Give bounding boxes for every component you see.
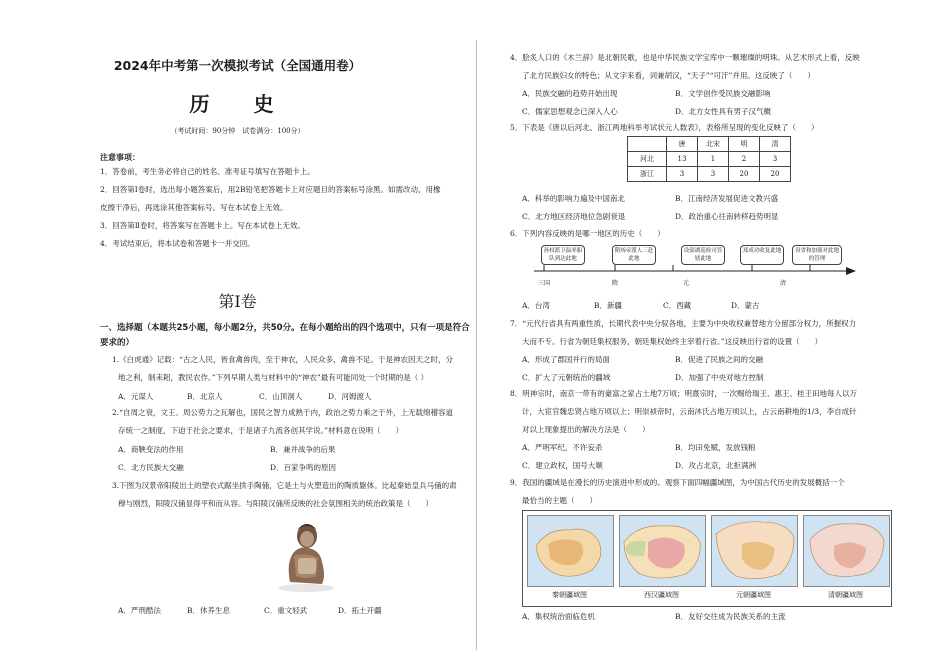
table-cell: 20	[760, 167, 791, 182]
timeline-label: 三国	[538, 280, 551, 287]
question-5-option-d[interactable]: D．政治重心往南转移趋势明显	[675, 212, 779, 221]
question-2-option-c[interactable]: C．北方民族大交融	[118, 463, 184, 472]
question-3-line: 3.下图为汉景帝阳陵出土的塑衣式踞坐拱手陶俑，它是土与火塑造出的陶质躯体。比起秦始皇兵马俑的肃	[112, 481, 457, 490]
qing-territory-map	[803, 515, 890, 587]
exam-title: 2024年中考第一次模拟考试（全国通用卷）	[113, 58, 362, 73]
question-1-option-a[interactable]: A．元谋人	[118, 392, 154, 401]
question-8-option-d[interactable]: D．攻占北京，北拒满洲	[675, 461, 757, 470]
yuan-territory-map	[711, 515, 798, 587]
notice-heading: 注意事项：	[100, 153, 140, 162]
question-9-option-a[interactable]: A．集权统治面临危机	[522, 612, 595, 621]
question-2-line: 2.“自周之衰，文王、周公势力之瓦解也，国民之智力成熟于内，政治之势力乘之于外，上无载绵稽容道	[112, 408, 453, 417]
question-4-option-a[interactable]: A．民族交融的趋势开始出现	[522, 89, 618, 98]
timeline-label: 元	[683, 280, 690, 287]
table-cell: 3	[667, 167, 698, 182]
question-9-line: 9．我国的疆域是在漫长的历史演进中形成的。观察下面四幅疆域图，为中国古代历史的发展概括一个	[510, 478, 845, 487]
question-4-option-c[interactable]: C．儒家思想观念已深入人心	[522, 107, 618, 116]
question-7-option-a[interactable]: A．形成了郡国并行的局面	[522, 355, 610, 364]
table-cell: 浙江	[628, 167, 667, 182]
question-1-option-b[interactable]: B．北京人	[187, 392, 223, 401]
map-caption: 秦朝疆域图	[552, 591, 587, 599]
question-5-option-a[interactable]: A．科举的影响力遍及中国南北	[522, 194, 625, 203]
table-header-cell: 北宋	[698, 137, 729, 152]
notice-line: 皮擦干净后，再选涂其他答案标号。写在本试卷上无效。	[100, 203, 288, 212]
table-cell: 3	[760, 152, 791, 167]
question-5-line: 5．下表是《唐以后河北、浙江两地科举考试状元人数表》，表格所呈现的变化反映了（ ）	[510, 123, 819, 132]
question-1-line: 1.《白虎通》记载：“古之人民，皆食禽兽肉，至于神农，人民众多，禽兽不足。于是神农因天之时，分	[112, 355, 453, 364]
table-header-cell	[628, 137, 667, 152]
question-3-option-d[interactable]: D．拓土开疆	[338, 606, 382, 615]
question-9-option-b[interactable]: B．友好交往成为民族关系的主流	[675, 612, 786, 621]
question-7-option-c[interactable]: C．扩大了元朝统治的疆域	[522, 373, 611, 382]
question-2-option-d[interactable]: D．百家争鸣的原因	[270, 463, 337, 472]
notice-line: 2．回答第Ⅰ卷时，选出每小题答案后，用2B铅笔把答题卡上对应题目的答案标号涂黑。如需改动，用橡	[100, 185, 441, 194]
map-caption: 元朝疆域图	[736, 591, 771, 599]
question-8-line: 计，大宦官魏忠贤占地万顷以上；明崇祯帝时，云南沐氏占地万顷以上，占云南耕地的1/3，李自成针	[522, 407, 857, 416]
question-7-line: 大而不专。行省为朝廷集权服务，朝廷集权始终主宰着行省。”这反映出行省的设置（ ）	[522, 337, 823, 346]
notice-line: 1．答卷前，考生务必将自己的姓名、准考证号填写在答题卡上。	[100, 167, 315, 176]
table-row	[628, 167, 791, 182]
question-7-option-b[interactable]: B．促进了民族之间的交融	[675, 355, 764, 364]
question-4-option-d[interactable]: D．北方女性具有男子汉气概	[675, 107, 772, 116]
question-6-option-d[interactable]: D．蒙古	[731, 301, 760, 310]
table-cell: 20	[729, 167, 760, 182]
table-cell: 13	[667, 152, 698, 167]
table-header-cell: 明	[729, 137, 760, 152]
question-2-line: 存统一之制度，下迫于社会之要求，于是诸子九流各创其学说。”材料意在说明（ ）	[118, 426, 404, 435]
timeline-event-box: 郑成功收复此地	[740, 245, 784, 265]
question-8-option-a[interactable]: A．严明军纪，不许妄杀	[522, 443, 603, 452]
question-8-line: 8．明神宗时，南京一带有的豪富之家占土地7万顷；明熹宗时，一次赐给瑞王、惠王、桂王田地每人以万	[510, 389, 858, 398]
question-3-option-a[interactable]: A．严刑酷法	[118, 606, 161, 615]
question-6-option-b[interactable]: B．新疆	[594, 301, 623, 310]
question-2-option-b[interactable]: B．兼并战争的后果	[270, 445, 336, 454]
question-8-option-b[interactable]: B．均田免赋，发放钱粮	[675, 443, 756, 452]
timeline-label: 清	[780, 280, 787, 287]
timeline-event-box: 设省和加强对此地的管理	[792, 245, 842, 265]
western-han-territory-map	[619, 515, 706, 587]
question-4-line: 了北方民族妇女的特色；从文字来看，词兼胡汉，“天子”“可汗”并用。这反映了（ ）	[522, 71, 815, 80]
question-1-option-d[interactable]: D．河姆渡人	[328, 392, 372, 401]
volume-title: 第Ⅰ卷	[218, 292, 257, 311]
timeline-event-box: 设澎湖巡检司管辖此地	[681, 245, 725, 265]
subject-title: 历 史	[189, 92, 286, 116]
table-row	[628, 152, 791, 167]
timeline-label: 隋	[612, 280, 619, 287]
map-caption: 西汉疆域图	[644, 591, 679, 599]
question-3-line: 穆与刚烈，阳陵汉俑显得平和而从容。与阳陵汉俑所反映的社会氛围相关的统治政策是（ ）	[118, 499, 433, 508]
question-8-line: 对以上现象提出的解决方法是（ ）	[522, 425, 650, 434]
question-5-option-b[interactable]: B．江南经济发展促进文教兴盛	[675, 194, 779, 203]
question-6-line: 6．下列内容反映的是哪一地区的历史（ ）	[510, 229, 665, 238]
question-6-option-a[interactable]: A．台湾	[522, 301, 550, 310]
column-divider	[476, 40, 477, 650]
notice-line: 3．回答第Ⅱ卷时，将答案写在答题卡上。写在本试卷上无效。	[100, 221, 305, 230]
notice-line: 4．考试结束后，将本试卷和答题卡一并交回。	[100, 239, 255, 248]
table-cell: 2	[729, 152, 760, 167]
question-1-option-c[interactable]: C．山顶洞人	[259, 392, 303, 401]
question-4-line: 4．脍炙人口的《木兰辞》是北朝民歌，也是中华民族文学宝库中一颗璀璨的明珠。从艺术形式上看，反映	[510, 53, 860, 62]
question-9-line: 最恰当的主题（ ）	[522, 496, 597, 505]
terracotta-figurine-image	[272, 512, 338, 592]
question-7-option-d[interactable]: D．加强了中央对地方控制	[675, 373, 764, 382]
question-3-option-c[interactable]: C．重文轻武	[264, 606, 308, 615]
question-4-option-b[interactable]: B．文学创作受民族交融影响	[675, 89, 771, 98]
table-cell: 河北	[628, 152, 667, 167]
map-caption: 清朝疆域图	[828, 591, 863, 599]
exam-info: （考试时间：90分钟 试卷满分：100分）	[170, 127, 305, 135]
table-header-cell: 清	[760, 137, 791, 152]
qin-territory-map	[527, 515, 614, 587]
question-3-option-b[interactable]: B．休养生息	[187, 606, 231, 615]
timeline-event-box: 孙权派卫温率船队到达此地	[541, 245, 585, 265]
table-cell: 1	[698, 152, 729, 167]
table-cell: 3	[698, 167, 729, 182]
section-heading: 一、选择题（本题共25小题，每小题2分，共50分。在每小题给出的四个选项中，只有一项是符合要求的）	[100, 323, 470, 348]
question-1-line: 地之利，制耒耜，教民农作。”下列早期人类与材料中的“神农”最有可能同处一个时期的是（ ）	[118, 373, 429, 382]
table-header-cell: 唐	[667, 137, 698, 152]
timeline-event-box: 隋炀帝派人三赴此地	[612, 245, 656, 265]
timeline-axis	[530, 264, 860, 278]
question-2-option-a[interactable]: A．商鞅变法的作用	[118, 445, 184, 454]
question-8-option-c[interactable]: C．建立政权，国号大顺	[522, 461, 603, 470]
question-7-line: 7．“元代行省具有两重性质，长期代表中央分驭各地，主要为中央收权兼替地方分留部分权力，所握权力	[510, 319, 857, 328]
question-6-option-c[interactable]: C．西藏	[663, 301, 692, 310]
question-5-option-c[interactable]: C．北方地区经济地位急剧衰退	[522, 212, 626, 221]
question-5-table	[627, 136, 791, 182]
